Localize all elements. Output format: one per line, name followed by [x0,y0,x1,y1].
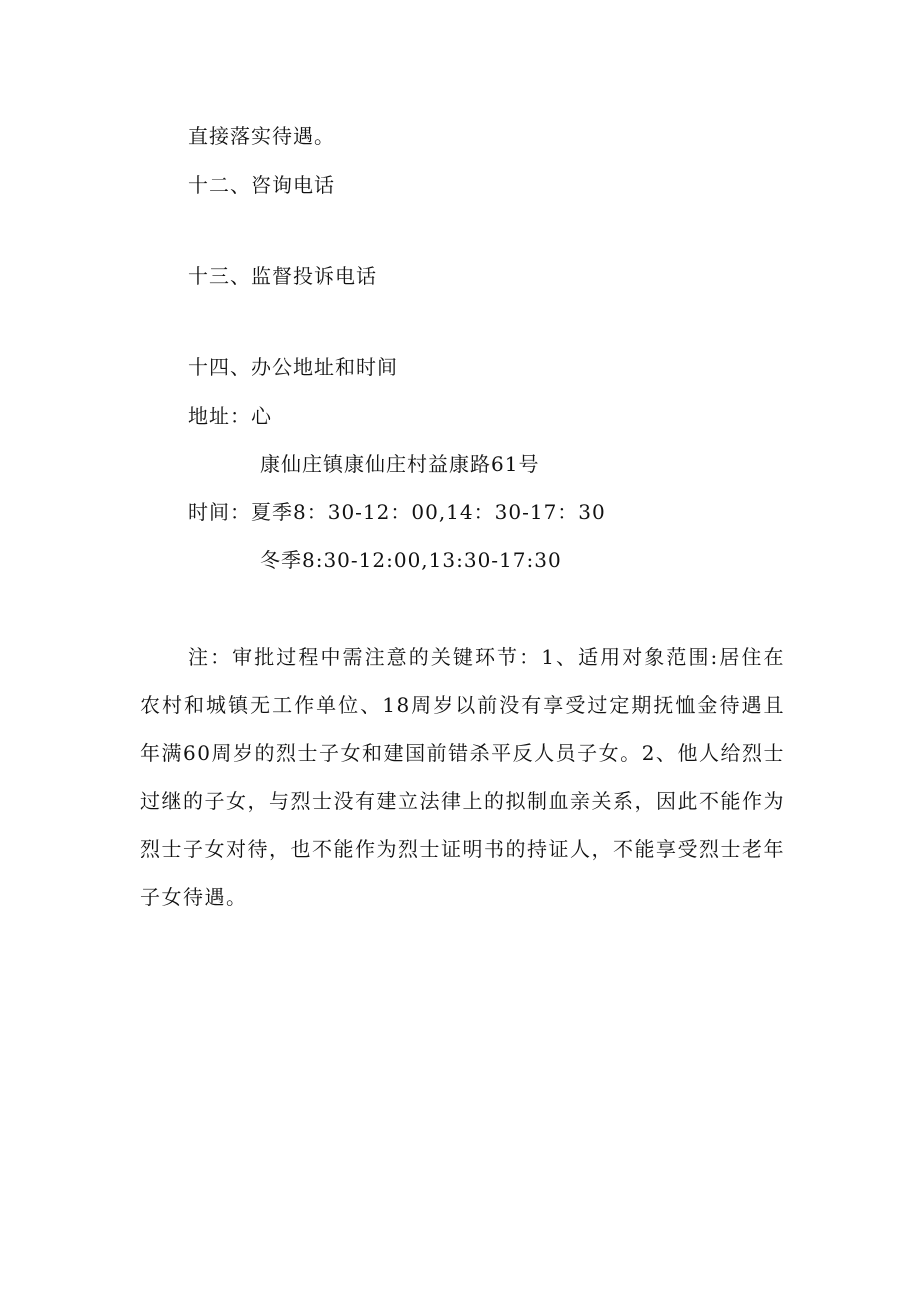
address-detail-line: 康仙庄镇康仙庄村益康路61号 [260,452,540,476]
note-text: 注：审批过程中需注意的关键环节：1、适用对象范围:居住在农村和城镇无工作单位、18周岁以前没有享受过定期抚恤金待遇且年满60周岁的烈士子女和建国前错杀平反人员子女。2、他人给烈士过继的子女，与烈士没有建立法律上的拟制血亲关系，因此不能作为烈士子女对待，也不能作为烈士证明书的持证人，不能享受烈士老年子女待遇。 [140,645,785,909]
address-label-line: 地址：心 [188,404,272,428]
text-line-intro: 直接落实待遇。 [188,124,335,148]
hours-summer-line: 时间：夏季8：30-12：00,14：30-17：30 [188,500,606,524]
hours-winter-line: 冬季8:30-12:00,13:30-17:30 [260,548,562,572]
section-heading-complaint-phone: 十三、监督投诉电话 [188,264,377,288]
note-paragraph [140,633,785,921]
section-heading-consult-phone: 十二、咨询电话 [188,173,335,197]
section-heading-office-address-time: 十四、办公地址和时间 [188,355,398,379]
